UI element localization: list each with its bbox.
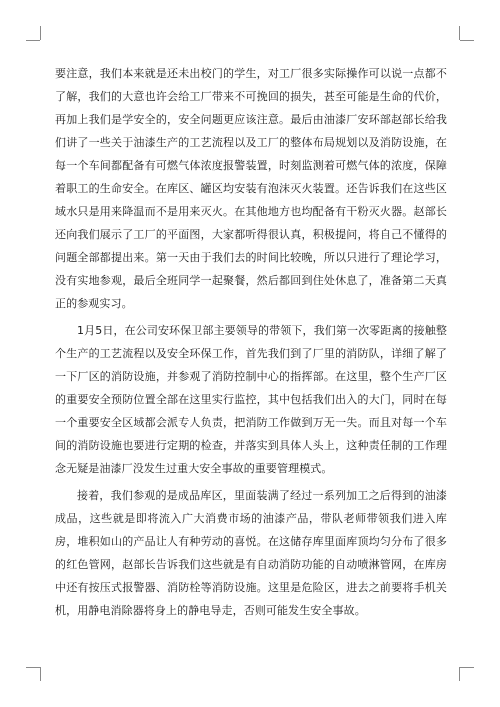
crop-mark-bottom-right-h xyxy=(460,667,474,668)
crop-mark-top-left-h xyxy=(26,40,40,41)
paragraph-jan5-visit: 1月5日，在公司安环保卫部主要领导的带领下，我们第一次零距离的接触整个生产的工艺流程以及安全环保工作，首先我们到了厂里的消防队，详细了解了一下厂区的消防设施，并参观了消防控制中心的指挥部。在这里，整个生产厂区的重要安全预防位置全部在这里实行监控，其中包括我们出入的大门，同时在每一个重要安全区域都会派专人负责，把消防工作做到万无一失。而且对每一个车间的消防设施也要进行定期的检查，并落实到具体人头上，这种责任制的工作理念无疑是油漆厂没发生过重大安全事故的重要管理模式。 xyxy=(55,324,447,475)
paragraph-continuation: 要注意，我们本来就是还未出校门的学生，对工厂很多实际操作可以说一点都不了解，我们的大意也许会给工厂带来不可挽回的损失，甚至可能是生命的代价，再加上我们是学安全的，安全问题更应该注意。最后由油漆厂安环部赵部长给我们讲了一些关于油漆生产的工艺流程以及工厂的整体布局规划以及消防设施，在每一个车间都配备有可燃气体浓度报警装置，时刻监测着可燃气体的浓度，保障着职工的生命安全。在库区、罐区均安装有泡沫灭火装置。还告诉我们在这些区域水只是用来降温而不是用来灭火。在其他地方也均配备有干粉灭火器。赵部长还向我们展示了工厂的平面图，大家都听得很认真，积极提问，将自己不懂得的问题全部都提出来。第一天由于我们去的时间比较晚，所以只进行了理论学习，没有实地参观，最后全班同学一起聚餐，然后都回到住处休息了，准备第二天真正的参观实习。 xyxy=(55,67,447,310)
paragraph-warehouse-visit: 接着，我们参观的是成品库区，里面装满了经过一系列加工之后得到的油漆成品，这些就是即将流入广大消费市场的油漆产品，带队老师带领我们进入库房，堆积如山的产品让人有种劳动的喜悦。在这储存库里面库顶均匀分布了很多的红色管网，赵部长告诉我们这些就是有自动消防功能的自动喷淋管网，在库房中还有按压式报警器、消防栓等消防设施。这里是危险区，进去之前要将手机关机，用静电消除器将身上的静电导走，否则可能发生安全事故。 xyxy=(55,489,447,617)
crop-mark-top-right-v xyxy=(459,26,460,40)
crop-mark-bottom-right-v xyxy=(459,667,460,681)
crop-mark-top-right-h xyxy=(460,40,474,41)
crop-mark-top-left-v xyxy=(40,26,41,40)
document-body xyxy=(55,62,447,626)
crop-mark-bottom-left-v xyxy=(40,667,41,681)
crop-mark-bottom-left-h xyxy=(26,667,40,668)
